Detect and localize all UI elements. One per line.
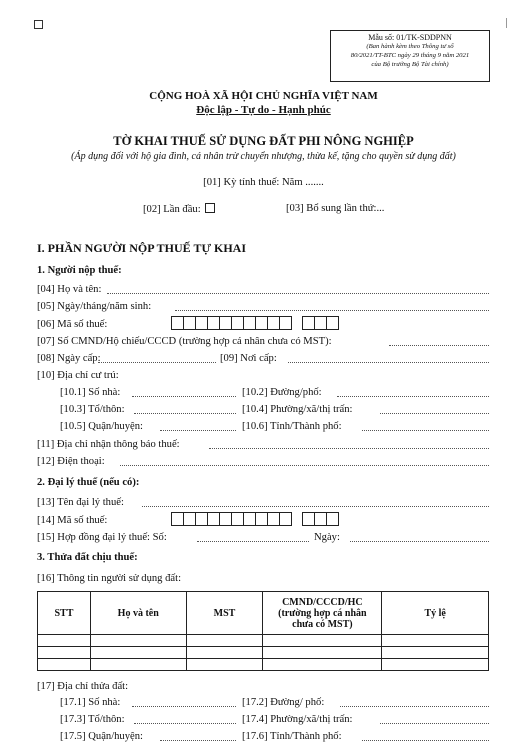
field-09-label: [09] Nơi cấp: — [220, 353, 277, 364]
field-10-2-label: [10.2] Đường/phố: — [242, 387, 322, 398]
field-06-label: [06] Mã số thuế: — [37, 319, 108, 330]
section-1-title: I. PHẦN NGƯỜI NỘP THUẾ TỰ KHAI — [37, 241, 247, 255]
table-header-row — [38, 592, 489, 635]
field-10-label: [10] Địa chỉ cư trú: — [37, 370, 119, 381]
land-heading: 3. Thửa đất chịu thuế: — [37, 552, 138, 563]
field-15-date-label: Ngày: — [314, 532, 340, 543]
field-16-label: [16] Thông tin người sử dụng đất: — [37, 573, 182, 584]
field-04-input[interactable] — [107, 284, 489, 294]
field-10-3-label: [10.3] Tổ/thôn: — [60, 404, 125, 415]
column-header: Họ và tên — [90, 592, 186, 635]
field-08-input[interactable] — [98, 353, 216, 363]
field-17-label: [17] Địa chỉ thửa đất: — [37, 681, 129, 692]
agent-tax-code-boxes[interactable] — [171, 512, 338, 526]
field-17-1-label: [17.1] Số nhà: — [60, 697, 121, 708]
field-07-label: [07] Số CMND/Hộ chiếu/CCCD (trường hợp cá nhân chưa có MST): — [37, 336, 332, 347]
field-04-label: [04] Họ và tên: — [37, 284, 102, 295]
supplement-label: [03] Bổ sung lần thứ:... — [286, 203, 385, 214]
land-user-table — [37, 591, 489, 671]
field-12-input[interactable] — [120, 456, 489, 466]
field-11-input[interactable] — [209, 439, 489, 449]
field-17-5-input[interactable] — [160, 731, 236, 741]
first-time-label: [02] Lần đầu: — [143, 204, 201, 215]
field-17-2-label: [17.2] Đường/ phố: — [242, 697, 325, 708]
field-13-input[interactable] — [142, 497, 489, 507]
field-10-4-label: [10.4] Phường/xã/thị trấn: — [242, 404, 353, 415]
field-10-3-input[interactable] — [134, 404, 236, 414]
field-10-1-label: [10.1] Số nhà: — [60, 387, 121, 398]
column-header: Tỷ lệ — [382, 592, 489, 635]
field-17-5-label: [17.5] Quận/huyện: — [60, 731, 143, 742]
field-17-3-label: [17.3] Tổ/thôn: — [60, 714, 125, 725]
motto: Độc lập - Tự do - Hạnh phúc — [196, 104, 331, 116]
corner-checkbox-icon — [34, 20, 43, 29]
table-row[interactable] — [38, 647, 489, 659]
table-row[interactable] — [38, 659, 489, 671]
field-09-input[interactable] — [288, 353, 489, 363]
form-note-2: 80/2021/TT-BTC ngày 29 tháng 9 năm 2021 — [350, 52, 470, 59]
field-15-number-input[interactable] — [197, 532, 309, 542]
first-time-checkbox[interactable] — [205, 203, 215, 213]
field-10-5-input[interactable] — [160, 421, 236, 431]
field-13-label: [13] Tên đại lý thuế: — [37, 497, 124, 508]
field-10-1-input[interactable] — [132, 387, 236, 397]
tax-code-boxes[interactable] — [171, 316, 338, 330]
field-12-label: [12] Điện thoại: — [37, 456, 105, 467]
field-07-input[interactable] — [389, 336, 489, 346]
field-10-4-input[interactable] — [380, 404, 489, 414]
field-10-6-input[interactable] — [362, 421, 489, 431]
form-subtitle: (Áp dụng đối với hộ gia đình, cá nhân trừ chuyển nhượng, thừa kế, tặng cho quyền sử dụng đất) — [71, 151, 456, 162]
field-10-6-label: [10.6] Tỉnh/Thành phố: — [242, 421, 342, 432]
field-17-4-input[interactable] — [380, 714, 489, 724]
table-row[interactable] — [38, 635, 489, 647]
field-08-label: [08] Ngày cấp: — [37, 353, 101, 364]
field-15-label: [15] Hợp đồng đại lý thuế: Số: — [37, 532, 167, 543]
field-17-1-input[interactable] — [132, 697, 236, 707]
form-code-box — [330, 30, 490, 82]
field-17-3-input[interactable] — [134, 714, 236, 724]
field-11-label: [11] Địa chỉ nhận thông báo thuế: — [37, 439, 180, 450]
field-05-input[interactable] — [175, 301, 489, 311]
field-17-6-label: [17.6] Tỉnh/Thành phố: — [242, 731, 342, 742]
page-edge-marker — [506, 18, 507, 28]
field-10-2-input[interactable] — [337, 387, 489, 397]
field-10-5-label: [10.5] Quận/huyện: — [60, 421, 143, 432]
field-17-2-input[interactable] — [340, 697, 489, 707]
taxpayer-heading: 1. Người nộp thuế: — [37, 265, 122, 276]
agent-heading: 2. Đại lý thuế (nếu có): — [37, 477, 140, 488]
field-05-label: [05] Ngày/tháng/năm sinh: — [37, 301, 152, 312]
field-14-label: [14] Mã số thuế: — [37, 515, 108, 526]
column-header: STT — [38, 592, 91, 635]
tax-period: [01] Kỳ tính thuế: Năm ....... — [203, 177, 324, 188]
first-time-field — [143, 203, 215, 215]
column-header: MST — [186, 592, 263, 635]
form-note-1: (Ban hành kèm theo Thông tư số — [366, 43, 454, 50]
form-title: TỜ KHAI THUẾ SỬ DỤNG ĐẤT PHI NÔNG NGHIỆP — [113, 134, 414, 148]
field-17-4-label: [17.4] Phường/xã/thị trấn: — [242, 714, 353, 725]
field-17-6-input[interactable] — [362, 731, 489, 741]
nation-title: CỘNG HOÀ XÃ HỘI CHỦ NGHĨA VIỆT NAM — [149, 90, 378, 102]
field-15-date-input[interactable] — [350, 532, 489, 542]
column-header: CMND/CCCD/HC (trường hợp cá nhân chưa có MST) — [263, 592, 382, 635]
form-code: Mẫu số: 01/TK-SDDPNN — [368, 33, 452, 42]
form-note-3: của Bộ trưởng Bộ Tài chính) — [371, 61, 449, 68]
